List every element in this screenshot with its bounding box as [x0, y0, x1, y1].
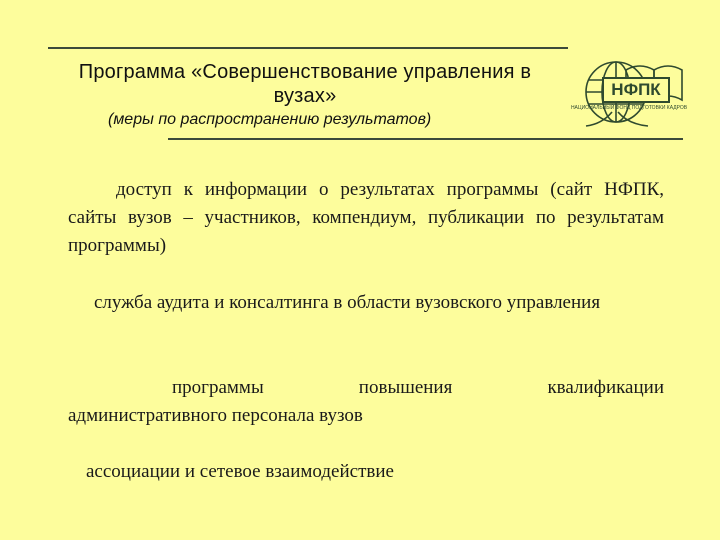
top-rule — [48, 47, 568, 49]
slide-subtitle: (меры по распространению результатов) — [108, 111, 432, 128]
slide-title: Программа «Совершенствование управления в вузах» — [78, 61, 532, 107]
logo-caption: НАЦИОНАЛЬНЫЙ ФОНД ПОДГОТОВКИ КАДРОВ — [570, 105, 688, 111]
list-item-associations: ассоциации и сетевое взаимодействие — [86, 461, 394, 482]
list-item-audit-service: служба аудита и консалтинга в области вузовского управления — [94, 292, 601, 313]
bottom-rule — [168, 138, 683, 140]
list-item-training-line2: административного персонала вузов — [68, 405, 363, 426]
list-item-training-line1: программы повышения квалификации — [172, 377, 664, 398]
logo-abbreviation: НФПК — [602, 77, 670, 103]
list-item-info-access: доступ к информации о результатах программы (сайт НФПК, сайты вузов – участников, компендиум, публикации по результатам программы) — [68, 179, 664, 256]
